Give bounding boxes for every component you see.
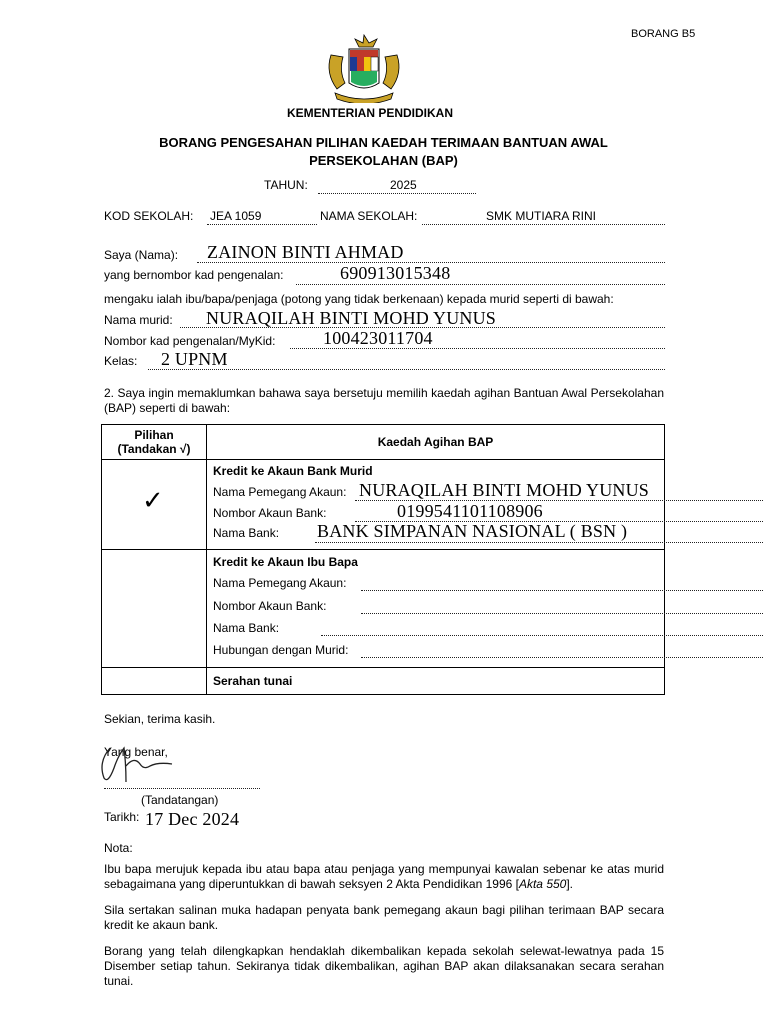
parent-account-choice-cell[interactable] xyxy=(102,550,207,668)
regards-text: Yang benar, xyxy=(104,745,168,759)
year-dotline xyxy=(318,193,476,194)
parent-name-label: Saya (Nama): xyxy=(104,248,179,262)
school-name-dotline xyxy=(422,224,665,225)
student-holder-label: Nama Pemegang Akaun: xyxy=(213,485,347,499)
coat-of-arms-icon xyxy=(321,33,407,103)
ministry-name: KEMENTERIAN PENDIDIKAN xyxy=(286,106,453,120)
signature-dotline xyxy=(104,788,260,789)
school-code-dotline xyxy=(207,224,317,225)
parent-relation-dotline xyxy=(361,657,763,658)
student-number-label: Nombor Akaun Bank: xyxy=(213,506,327,520)
date-value: 17 Dec 2024 xyxy=(145,809,240,829)
form-title-line1: BORANG PENGESAHAN PILIHAN KAEDAH TERIMAAN BANTUAN AWAL xyxy=(159,135,608,150)
cash-cell xyxy=(207,668,665,695)
school-code-value: JEA 1059 xyxy=(210,209,262,223)
choice-header-line1: Pilihan xyxy=(134,428,174,442)
school-name-label: NAMA SEKOLAH: xyxy=(320,209,418,223)
parent-number-dotline xyxy=(361,613,763,614)
school-code-label: KOD SEKOLAH: xyxy=(104,209,194,223)
student-ic-value: 100423011704 xyxy=(323,328,433,348)
parent-number-label: Nombor Akaun Bank: xyxy=(213,599,327,613)
student-name-label: Nama murid: xyxy=(104,313,173,327)
year-label: TAHUN: xyxy=(264,178,308,192)
student-number-value: 0199541101108906 xyxy=(397,501,543,521)
student-holder-value: NURAQILAH BINTI MOHD YUNUS xyxy=(359,480,650,500)
notes-p1-text-a: Ibu bapa merujuk kepada ibu atau bapa atau penjaga yang mempunyai kawalan sebenar ke atas murid sebagaimana yang diperuntukkan di bawah seksyen 2 Akta Pendidikan 1996 [ xyxy=(104,862,664,891)
parent-bank-dotline xyxy=(321,635,763,636)
student-name-value: NURAQILAH BINTI MOHD YUNUS xyxy=(206,308,497,328)
student-account-heading: Kredit ke Akaun Bank Murid xyxy=(213,464,373,478)
choice-column-header xyxy=(102,425,207,460)
student-ic-label: Nombor kad pengenalan/MyKid: xyxy=(104,334,276,348)
class-value: 2 UPNM xyxy=(161,349,228,369)
parent-ic-value: 690913015348 xyxy=(340,263,451,283)
school-name-value: SMK MUTIARA RINI xyxy=(486,209,597,223)
class-label: Kelas: xyxy=(104,354,138,368)
declaration-text: mengaku ialah ibu/bapa/penjaga (potong yang tidak berkenaan) kepada murid seperti di bawah: xyxy=(104,292,614,306)
distribution-method-table xyxy=(101,424,665,695)
notes-heading: Nota: xyxy=(104,841,133,855)
notes-paragraph-3: Borang yang telah dilengkapkan hendaklah dikembalikan kepada sekolah selewat-lewatnya pada 15 Disember setiap tahun. Sekiranya tidak dikembalikan, agihan BAP akan dilaksanakan secara serahan tunai. xyxy=(104,944,664,988)
year-value: 2025 xyxy=(390,178,417,192)
parent-name-value: ZAINON BINTI AHMAD xyxy=(207,242,404,262)
statement-text: 2. Saya ingin memaklumkan bahawa saya bersetuju memilih kaedah agihan Bantuan Awal Persekolahan (BAP) seperti di bawah: xyxy=(104,386,664,415)
student-account-choice-cell[interactable] xyxy=(102,460,207,550)
student-account-cell xyxy=(207,460,665,550)
student-bank-label: Nama Bank: xyxy=(213,526,280,540)
parent-relation-label: Hubungan dengan Murid: xyxy=(213,643,349,657)
notes-p1-text-b: ]. xyxy=(566,877,574,891)
parent-holder-dotline xyxy=(361,590,763,591)
signature-label: (Tandatangan) xyxy=(141,793,219,807)
date-label: Tarikh: xyxy=(104,810,140,824)
notes-p1-italic: Akta 550 xyxy=(518,877,567,891)
signature-icon xyxy=(96,742,186,787)
checkmark-icon: ✓ xyxy=(142,486,164,516)
notes-paragraph-2: Sila sertakan salinan muka hadapan penyata bank pemegang akaun bagi pilihan terimaan BAP secara kredit ke akaun bank. xyxy=(104,903,664,932)
student-bank-value: BANK SIMPANAN NASIONAL ( BSN ) xyxy=(317,521,628,541)
cash-label: Serahan tunai xyxy=(213,674,293,688)
parent-bank-label: Nama Bank: xyxy=(213,621,280,635)
parent-account-heading: Kredit ke Akaun Ibu Bapa xyxy=(213,555,358,569)
cash-choice-cell[interactable] xyxy=(102,668,207,695)
closing-text: Sekian, terima kasih. xyxy=(104,712,216,726)
notes-paragraph-1 xyxy=(104,862,664,892)
choice-header-line2: (Tandakan √) xyxy=(117,442,191,456)
form-title-line2: PERSEKOLAHAN (BAP) xyxy=(309,153,458,168)
parent-account-cell xyxy=(207,550,665,668)
form-code: BORANG B5 xyxy=(631,28,696,40)
method-column-header: Kaedah Agihan BAP xyxy=(207,425,665,460)
student-bank-dotline xyxy=(315,542,763,543)
parent-holder-label: Nama Pemegang Akaun: xyxy=(213,576,347,590)
parent-ic-label: yang bernombor kad pengenalan: xyxy=(104,268,284,282)
parent-ic-dotline xyxy=(296,284,665,285)
